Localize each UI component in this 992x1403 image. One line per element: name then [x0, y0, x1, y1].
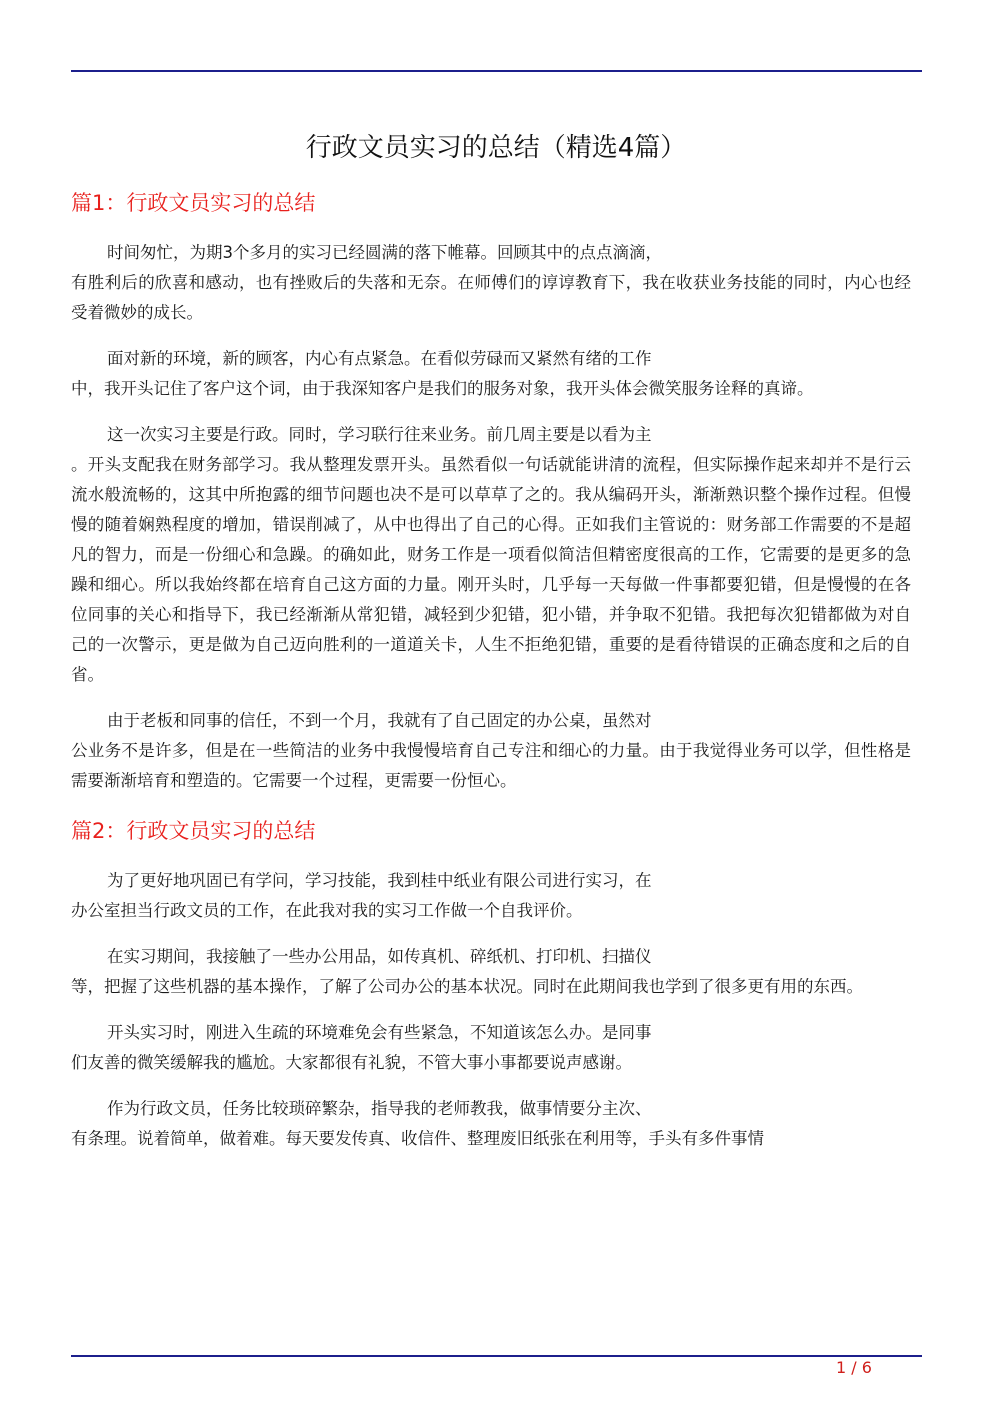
section-1: [71, 184, 911, 796]
paragraph-first-line: 为了更好地巩固已有学问，学习技能，我到桂中纸业有限公司进行实习，在: [107, 871, 652, 890]
footer-rule: [71, 1355, 922, 1357]
paragraph: [71, 866, 911, 926]
paragraph: [71, 942, 911, 1002]
paragraph-first-line: 作为行政文员，任务比较琐碎繁杂，指导我的老师教我，做事情要分主次、: [107, 1099, 652, 1118]
paragraph-body: 有胜利后的欣喜和感动，也有挫败后的失落和无奈。在师傅们的谆谆教育下，我在收获业务技能的同时，内心也经受着微妙的成长。: [71, 273, 911, 322]
paragraph: [71, 1018, 911, 1078]
section-heading: 篇2：行政文员实习的总结: [71, 819, 316, 843]
paragraph: [71, 420, 911, 690]
paragraph-first-line: 时间匆忙，为期3个多月的实习已经圆满的落下帷幕。回顾其中的点点滴滴，: [107, 243, 662, 262]
paragraph-first-line: 面对新的环境，新的顾客，内心有点紧急。在看似劳碌而又紧然有绪的工作: [107, 349, 652, 368]
header-rule: [71, 70, 922, 72]
paragraph-first-line: 由于老板和同事的信任，不到一个月，我就有了自己固定的办公桌，虽然对: [107, 711, 652, 730]
paragraph: [71, 1094, 911, 1154]
paragraph: [71, 706, 911, 796]
paragraph-body: 有条理。说着简单，做着难。每天要发传真、收信件、整理废旧纸张在利用等，手头有多件事情: [71, 1129, 764, 1148]
paragraph-body: 办公室担当行政文员的工作，在此我对我的实习工作做一个自我评价。: [71, 901, 583, 920]
paragraph-body: 们友善的微笑缓解我的尴尬。大家都很有礼貌，不管大事小事都要说声感谢。: [71, 1053, 632, 1072]
paragraph-body: 中，我开头记住了客户这个词，由于我深知客户是我们的服务对象，我开头体会微笑服务诠释的真谛。: [71, 379, 814, 398]
paragraph-first-line: 开头实习时，刚进入生疏的环境难免会有些紧急，不知道该怎么办。是同事: [107, 1023, 652, 1042]
paragraph-first-line: 在实习期间，我接触了一些办公用品，如传真机、碎纸机、打印机、扫描仪: [107, 947, 652, 966]
paragraph: [71, 344, 911, 404]
paragraph-first-line: 这一次实习主要是行政。同时，学习联行往来业务。前几周主要是以看为主: [107, 425, 652, 444]
page-number: 1 / 6: [836, 1358, 872, 1377]
document-body: [71, 184, 911, 1170]
paragraph-body: 。开头支配我在财务部学习。我从整理发票开头。虽然看似一句话就能讲清的流程，但实际操作起来却并不是行云流水般流畅的，这其中所抱露的细节问题也决不是可以草草了之的。我从编码开头，渐渐熟识整个操作过程。但慢慢的随着娴熟程度的增加，错误削减了，从中也得出了自己的心得。正如我们主管说的：财务部工作需要的不是超凡的智力，而是一份细心和急躁。的确如此，财务工作是一项看似简洁但精密度很高的工作，它需要的是更多的急躁和细心。所以我始终都在培育自己这方面的力量。刚开头时，几乎每一天每做一件事都要犯错，但是慢慢的在各位同事的关心和指导下，我已经渐渐从常犯错，减轻到少犯错，犯小错，并争取不犯错。我把每次犯错都做为对自己的一次警示，更是做为自己迈向胜利的一道道关卡，人生不拒绝犯错，重要的是看待错误的正确态度和之后的自省。: [71, 455, 911, 684]
section-2: [71, 812, 911, 1154]
document-title: 行政文员实习的总结（精选4篇）: [305, 133, 687, 163]
paragraph: [71, 238, 911, 328]
section-heading: 篇1：行政文员实习的总结: [71, 191, 316, 215]
paragraph-body: 公业务不是许多，但是在一些简洁的业务中我慢慢培育自己专注和细心的力量。由于我觉得业务可以学，但性格是需要渐渐培育和塑造的。它需要一个过程，更需要一份恒心。: [71, 741, 911, 790]
paragraph-body: 等，把握了这些机器的基本操作，了解了公司办公的基本状况。同时在此期间我也学到了很多更有用的东西。: [71, 977, 863, 996]
